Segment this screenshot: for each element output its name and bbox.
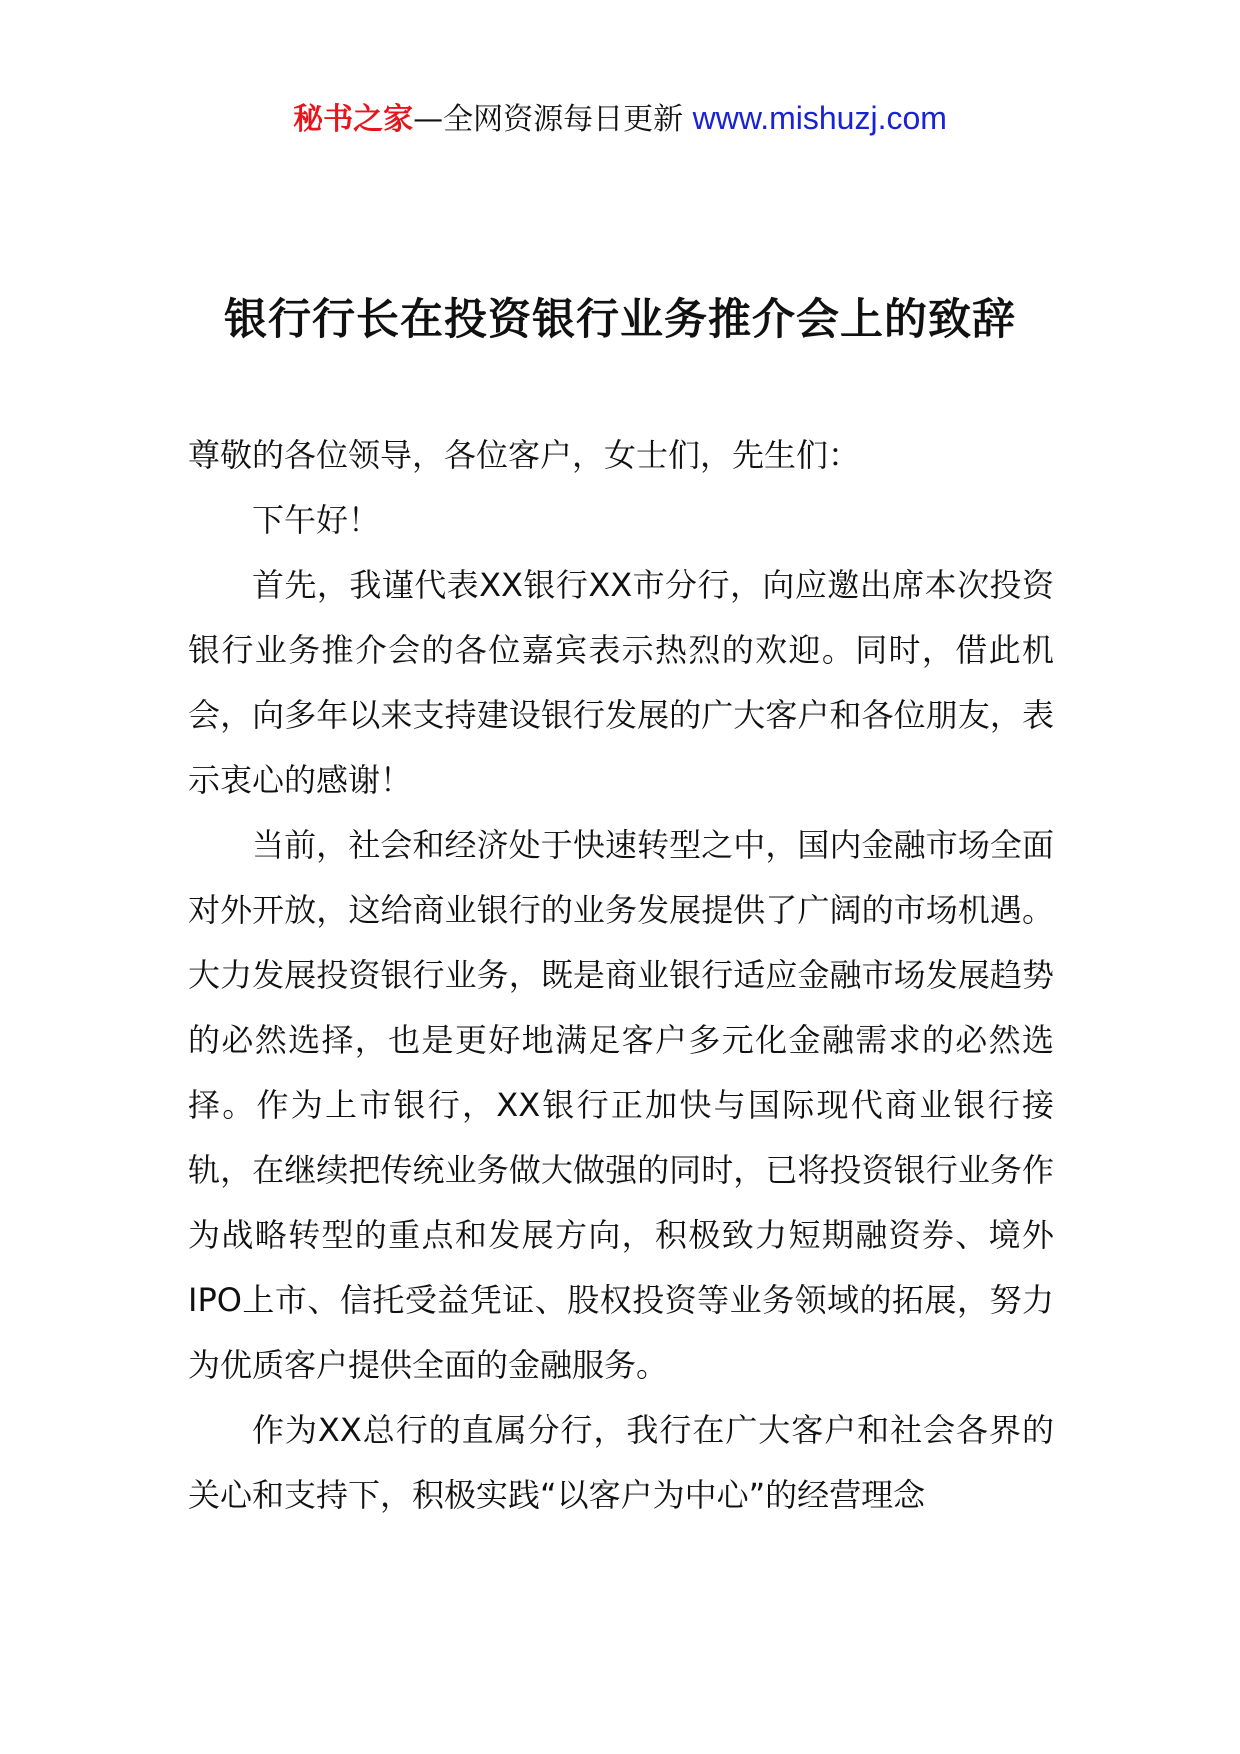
- document-body: [188, 423, 1054, 1528]
- site-url-link[interactable]: www.mishuzj.com: [692, 100, 947, 136]
- paragraph: 首先，我谨代表XX银行XX市分行，向应邀出席本次投资银行业务推介会的各位嘉宾表示热烈的欢迎。同时，借此机会，向多年以来支持建设银行发展的广大客户和各位朋友，表示衷心的感谢！: [188, 566, 1054, 799]
- document-title: 银行行长在投资银行业务推介会上的致辞: [224, 295, 1016, 345]
- greeting: 下午好！: [252, 501, 381, 539]
- brand-name: 秘书之家: [293, 102, 414, 137]
- paragraph: 作为XX总行的直属分行，我行在广大客户和社会各界的关心和支持下，积极实践“以客户为中心”的经营理念: [188, 1411, 1054, 1514]
- paragraph: 当前，社会和经济处于快速转型之中，国内金融市场全面对外开放，这给商业银行的业务发展提供了广阔的市场机遇。大力发展投资银行业务，既是商业银行适应金融市场发展趋势的必然选择，也是更好地满足客户多元化金融需求的必然选择。作为上市银行，XX银行正加快与国际现代商业银行接轨，在继续把传统业务做大做强的同时，已将投资银行业务作为战略转型的重点和发展方向，积极致力短期融资券、境外IPO上市、信托受益凭证、股权投资等业务领域的拓展，努力为优质客户提供全面的金融服务。: [188, 826, 1054, 1384]
- salutation: 尊敬的各位领导，各位客户，女士们，先生们：: [188, 436, 861, 474]
- header-tagline: —全网资源每日更新: [413, 102, 684, 137]
- site-header: [0, 98, 1240, 140]
